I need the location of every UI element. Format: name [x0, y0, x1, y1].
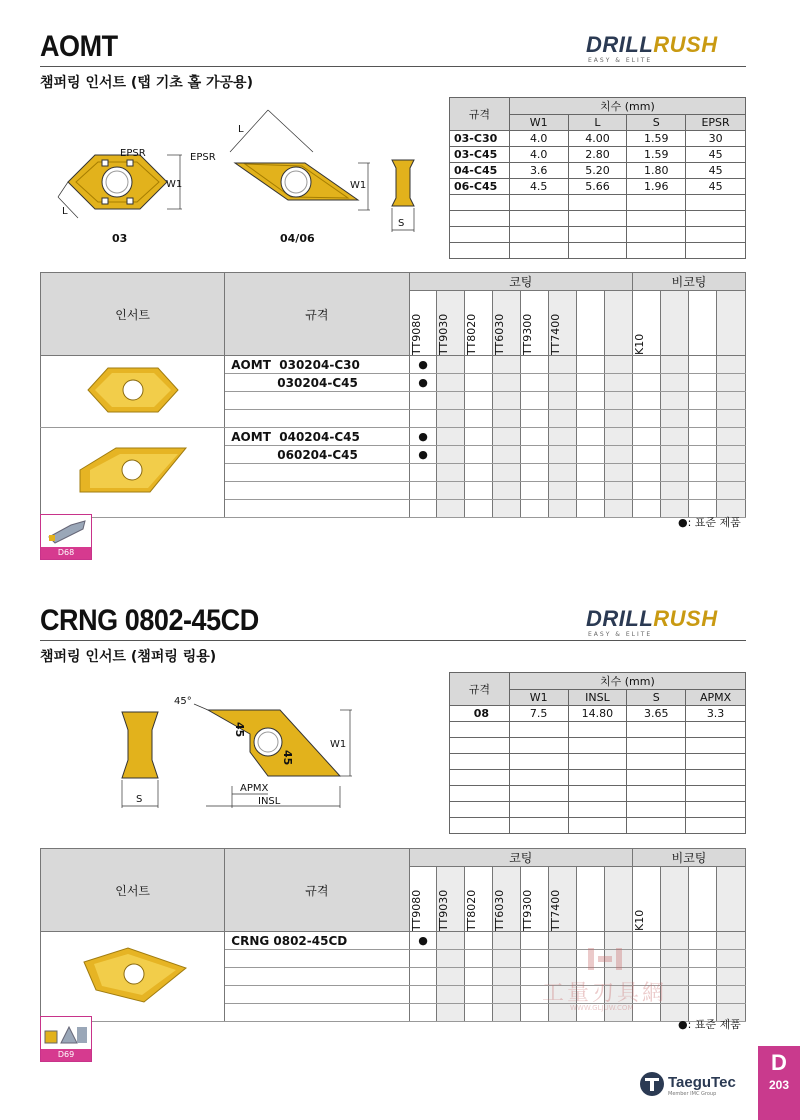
epsr-label-2: EPSR	[190, 152, 216, 163]
l-label: L	[62, 206, 68, 217]
table-row: 06-C45 4.5 5.66 1.96 45	[450, 179, 746, 195]
spec-header: 규격	[225, 273, 409, 356]
crng-dimension-table: 규격 치수 (mm) W1 INSL S APMX 08 7.5 14.80 3.65 3.3	[449, 672, 746, 834]
mark-45-top: 45	[233, 722, 246, 738]
aomt-diagram	[40, 100, 440, 250]
insert-header: 인서트	[41, 273, 225, 356]
section1-rule	[40, 66, 746, 67]
w1-label-3: W1	[330, 739, 347, 750]
grade-K10: K10	[633, 333, 647, 355]
page-number: 203	[768, 1078, 790, 1092]
col-s: S	[627, 115, 686, 131]
mark-45-bottom: 45	[281, 750, 294, 766]
section1-subtitle: 챔퍼링 인서트 (탭 기초 홀 가공용)	[40, 75, 253, 91]
s-label-2: S	[136, 794, 143, 805]
insert-image-crng	[41, 932, 225, 1022]
crng-diagram	[100, 690, 440, 820]
table-row: AOMT 030204-C30 ●	[41, 356, 746, 374]
grade-TT9080: TT9080	[409, 313, 423, 355]
spec-header: 규격	[450, 98, 510, 131]
col-epsr: EPSR	[686, 115, 746, 131]
table-row: 03-C45 4.0 2.80 1.59 45	[450, 147, 746, 163]
crng-grade-table: 인서트 규격 코팅 비코팅 TT9080 TT9030 TT8020 TT6030 TT9300 TT7400 K10 CRNG 0802-45CD ●	[40, 848, 746, 1022]
spec-030204-C30: 030204-C30	[279, 357, 360, 372]
grade-TT8020: TT8020	[465, 313, 479, 355]
section2-rule	[40, 640, 746, 641]
uncoated-header: 비코팅	[633, 273, 746, 291]
grade-TT9030: TT9030	[437, 313, 451, 355]
w1-label-2: W1	[350, 180, 367, 191]
chapter-tab: D 203	[758, 1046, 800, 1120]
standard-product-note-2: ●: 표준 제품	[678, 1018, 741, 1031]
grade-TT6030: TT6030	[493, 313, 507, 355]
grade-TT9300: TT9300	[521, 313, 535, 355]
standard-product-note: ●: 표준 제품	[678, 516, 741, 529]
s-label: S	[398, 218, 405, 229]
w1-label: W1	[166, 179, 183, 190]
drill-icon	[41, 515, 91, 549]
grade-TT7400: TT7400	[549, 313, 563, 355]
col-w1: W1	[509, 115, 568, 131]
spec-030204-C45: 030204-C45	[225, 374, 409, 392]
dim-header: 치수 (mm)	[509, 98, 745, 115]
aomt-dimension-table	[449, 97, 746, 259]
spec-CRNG-0802-45CD: CRNG 0802-45CD	[225, 932, 409, 950]
chamfer-icon	[41, 1017, 91, 1051]
table-row: 03-C30 4.0 4.00 1.59 30	[450, 131, 746, 147]
page-ref-badge-d68[interactable]: D68	[40, 514, 92, 560]
drillrush-logo: DRILLRUSH EASY & ELITE	[586, 32, 718, 64]
drillrush-logo-2: DRILLRUSH EASY & ELITE	[586, 606, 718, 638]
section1-title: AOMT	[40, 30, 118, 63]
section2-subtitle: 챔퍼링 인서트 (챔퍼링 링용)	[40, 649, 217, 665]
angle-label: 45°	[174, 696, 192, 707]
insert-image-aomt03	[41, 356, 225, 428]
table-row: CRNG 0802-45CD ●	[41, 932, 746, 950]
epsr-label: EPSR	[120, 148, 146, 159]
table-row: 030204-C45 ●	[41, 374, 746, 392]
fig-0406-label: 04/06	[280, 232, 315, 245]
insl-label: INSL	[258, 796, 281, 807]
page-ref-badge-d69[interactable]: D69	[40, 1016, 92, 1062]
section2-title: CRNG 0802-45CD	[40, 604, 259, 637]
spec-040204-C45: 040204-C45	[279, 429, 360, 444]
col-l: L	[568, 115, 627, 131]
table-row: 060204-C45 ●	[41, 446, 746, 464]
spec-060204-C45: 060204-C45	[225, 446, 409, 464]
fig-03-label: 03	[112, 232, 128, 245]
taegutec-logo-icon	[638, 1070, 666, 1098]
table-row: 04-C45 3.6 5.20 1.80 45	[450, 163, 746, 179]
apmx-label: APMX	[240, 783, 269, 794]
table-row: 08 7.5 14.80 3.65 3.3	[450, 706, 746, 722]
table-row: AOMT 040204-C45 ●	[41, 428, 746, 446]
coating-header: 코팅	[409, 273, 633, 291]
taegutec-brand: TaeguTec Member IMC Group	[638, 1070, 666, 1098]
aomt-grade-table	[40, 272, 746, 518]
watermark: 工量刃具網 WWW.GLJUW.COM	[536, 944, 676, 1014]
watermark-logo-icon	[576, 944, 636, 974]
insert-image-aomt0406	[41, 428, 225, 518]
l-label-2: L	[238, 124, 244, 135]
